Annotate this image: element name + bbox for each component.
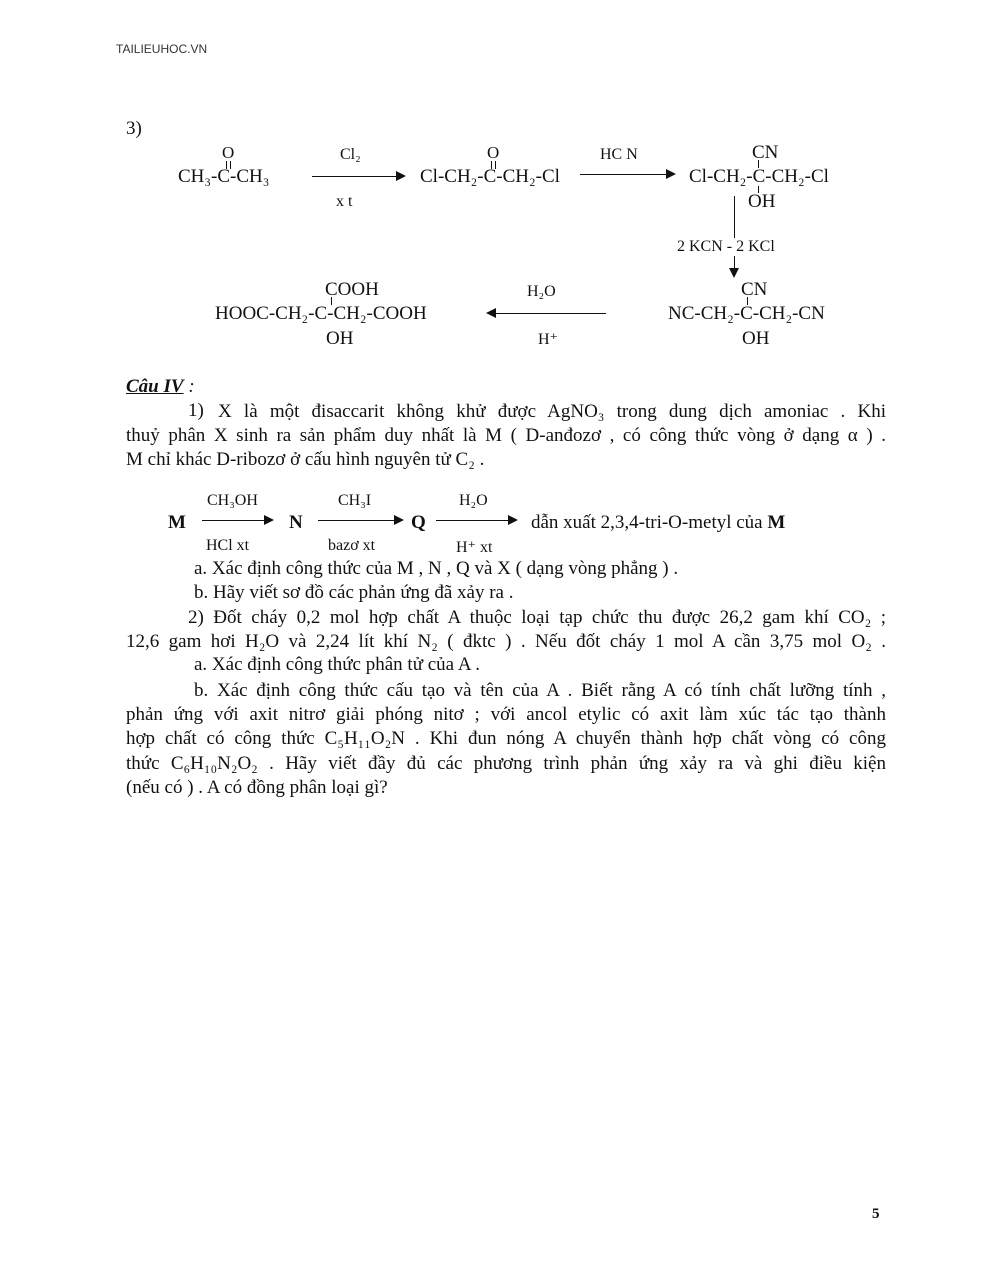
- dichloroacetone-formula: Cl-CH₂-C-CH₂-Cl: [420, 166, 560, 187]
- arrow4-catalyst: H⁺: [538, 331, 558, 348]
- paragraph-3-line: phản ứng với axit nitrơ giải phóng nitơ ; với ancol etylic có axit làm xúc tác tạo thành: [126, 704, 886, 726]
- paragraph-3-line: hợp chất có công thức C₅H₁₁O₂N . Khi đun nóng A chuyển thành hợp chất vòng có công: [126, 728, 886, 750]
- arrow3-reagents: 2 KCN - 2 KCl: [677, 238, 775, 255]
- paragraph-3-line: thức C₆H₁₀N₂O₂ . Hãy viết đầy đủ các phương trình phản ứng xảy ra và ghi điều kiện: [126, 752, 886, 774]
- question-1a: a. Xác định công thức của M , N , Q và X ( dạng vòng phẳng ) .: [194, 558, 679, 579]
- carbonyl-oxygen: O: [222, 143, 235, 162]
- paragraph-1-line: M chỉ khác D-ribozơ ở cấu hình nguyên tử C₂ .: [126, 449, 485, 471]
- step2-reagent: CH₃I: [338, 492, 372, 509]
- section-3-label: 3): [126, 118, 142, 139]
- step3-catalyst: H⁺ xt: [456, 539, 493, 556]
- section-title: Câu IV :: [126, 376, 195, 397]
- hydroxyl-group-3: OH: [326, 328, 354, 349]
- hydroxyl-group: OH: [748, 191, 776, 212]
- paragraph-1: [126, 400, 886, 473]
- arrow2-reagent: HC N: [600, 146, 638, 163]
- page-number: 5: [872, 1206, 880, 1222]
- reaction-arrow-1: [312, 176, 404, 177]
- step3-reagent: H₂O: [459, 492, 488, 509]
- paragraph-2: [126, 606, 886, 654]
- citric-acid-formula: HOOC-CH₂-C-CH₂-COOH: [215, 303, 427, 324]
- final-product: dẫn xuất 2,3,4-tri-O-metyl của M: [531, 512, 786, 533]
- cyano-group: CN: [752, 142, 779, 163]
- item-number-1: 1): [188, 400, 204, 421]
- carbonyl-oxygen-2: O: [487, 143, 500, 162]
- tricyanide-formula: NC-CH₂-C-CH₂-CN: [668, 303, 825, 324]
- paragraph-1-line: thuỷ phân X sinh ra sản phẩm duy nhất là M ( D-anđozơ , có công thức vòng ở dạng α ) .: [126, 425, 886, 447]
- compound-m: M: [168, 512, 186, 533]
- paragraph-1-line: X là một đisaccarit không khử được AgNO₃ trong dung dịch amoniac . Khi: [218, 401, 886, 422]
- question-2a: a. Xác định công thức phân tử của A .: [194, 654, 480, 675]
- reaction-arrow-2: [580, 174, 674, 175]
- acetone-formula: CH₃-C-CH₃: [178, 166, 270, 187]
- paragraph-2-line: 12,6 gam hơi H₂O và 2,24 lít khí N₂ ( đktc ) . Nếu đốt cháy 1 mol A cần 3,75 mol O₂ .: [126, 631, 886, 653]
- step2-catalyst: bazơ xt: [328, 537, 376, 554]
- compound-n: N: [289, 512, 303, 533]
- step1-reagent: CH₃OH: [207, 492, 258, 509]
- paragraph-3: [126, 679, 886, 800]
- reaction-arrow-4: [488, 313, 606, 314]
- paragraph-2-line: 2) Đốt cháy 0,2 mol hợp chất A thuộc loại tạp chức thu được 26,2 gam khí CO₂ ;: [188, 607, 886, 628]
- cyanohydrin-formula: Cl-CH₂-C-CH₂-Cl: [689, 166, 829, 187]
- hydroxyl-group-2: OH: [742, 328, 770, 349]
- arrow1-condition: x t: [336, 193, 353, 210]
- carboxyl-group: COOH: [325, 279, 379, 300]
- compound-q: Q: [411, 512, 426, 533]
- question-1b: b. Hãy viết sơ đồ các phản ứng đã xảy ra .: [194, 582, 514, 603]
- site-header: TAILIEUHOC.VN: [116, 42, 208, 56]
- arrow4-reagent: H₂O: [527, 283, 556, 300]
- arrow1-reagent: Cl₂: [340, 146, 361, 163]
- reaction-arrow-m-n: [202, 520, 272, 521]
- step1-catalyst: HCl xt: [206, 537, 250, 554]
- paragraph-3-line: (nếu có ) . A có đồng phân loại gì?: [126, 776, 388, 798]
- reaction-arrow-n-q: [318, 520, 402, 521]
- reaction-arrow-q-product: [436, 520, 516, 521]
- cyano-group-2: CN: [741, 279, 768, 300]
- paragraph-3-line: b. Xác định công thức cấu tạo và tên của A . Biết rằng A có tính chất lưỡng tính ,: [194, 680, 886, 701]
- reaction-arrow-3: [734, 196, 735, 276]
